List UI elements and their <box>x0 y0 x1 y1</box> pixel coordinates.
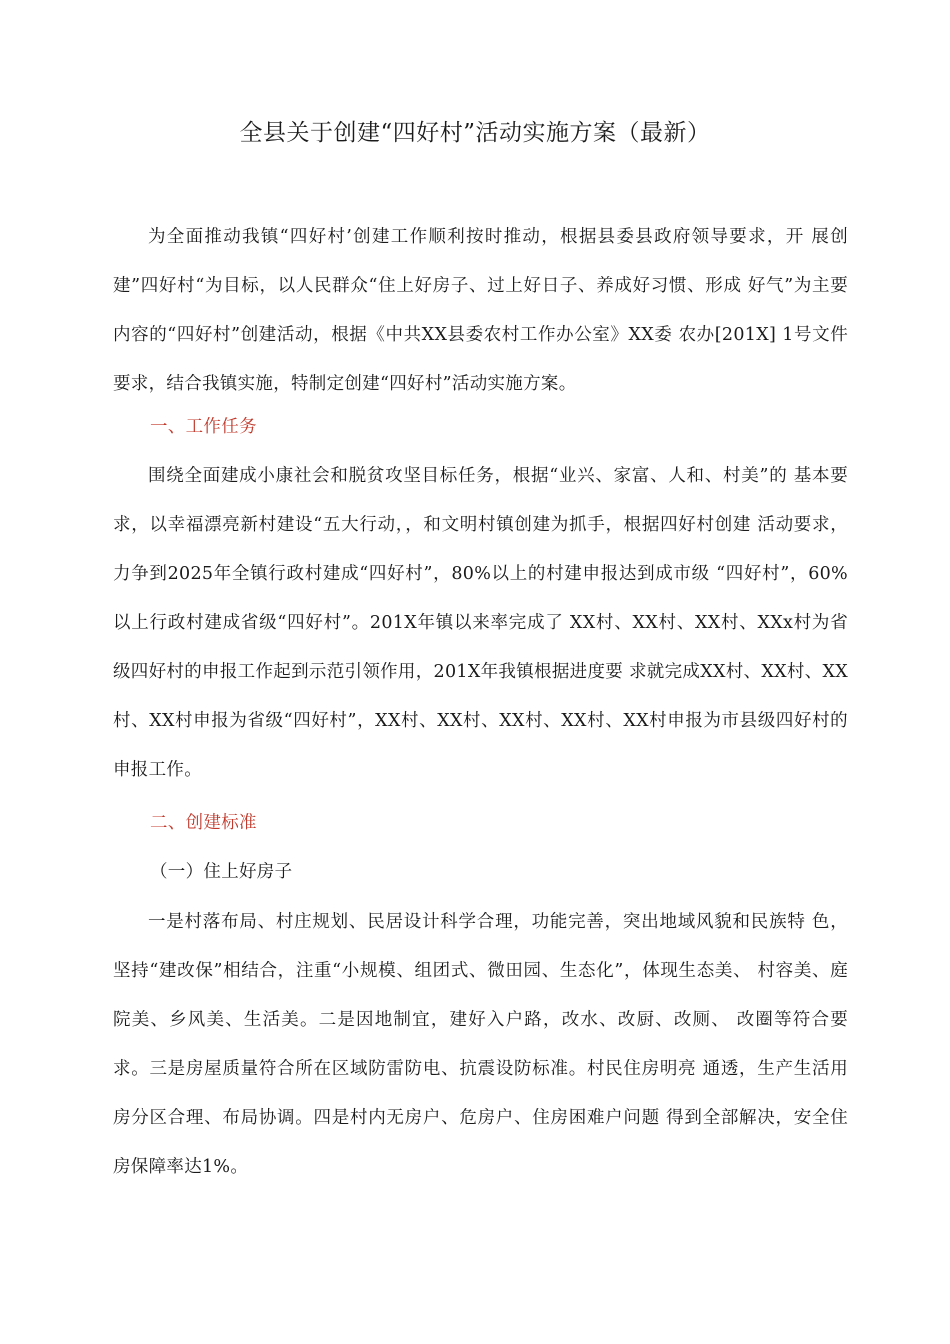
intro-block <box>113 213 848 409</box>
section-heading-work-tasks: 一、工作任务 <box>150 417 257 437</box>
section2-sub1-block <box>113 898 848 1192</box>
intro-paragraph: 为全面推动我镇“四好村’创建工作顺利按时推动，根据县委县政府领导要求，开 展创建”四好村“为目标，以人民群众“住上好房子、过上好日子、养成好习惯、形成 好气”为主要内容的“四好村”创建活动，根据《中共XX县委农村工作办公室》XX委 农办[201X] 1号文件要求，结合我镇实施，特制定创建“四好村”活动实施方案。 <box>113 227 848 394</box>
section1-block <box>113 452 848 795</box>
section-heading-standards: 二、创建标准 <box>150 813 257 833</box>
subheading-good-housing: （一）住上好房子 <box>150 862 293 882</box>
section1-paragraph: 围绕全面建成小康社会和脱贫攻坚目标任务，根据“业兴、家富、人和、村美”的 基本要求，以幸福漂亮新村建设“五大行动，，和文明村镇创建为抓手，根据四好村创建 活动要求，力争到2025年全镇行政村建成“四好村”，80%以上的村建申报达到成市级 “四好村”，60%以上行政村建成省级“四好村”。201X年镇以来率完成了 XX村、XX村、XX村、XXx村为省级四好村的申报工作起到示范引领作用，201X年我镇根据进度要 求就完成XX村、XX村、XX村、XX村申报为省级“四好村”，XX村、XX村、XX村、XX村、XX村申报为市县级四好村的申报工作。 <box>113 466 848 780</box>
document-title: 全县关于创建“四好村”活动实施方案（最新） <box>239 120 711 146</box>
section2-sub1-paragraph: 一是村落布局、村庄规划、民居设计科学合理，功能完善，突出地域风貌和民族特 色，坚持“建改保”相结合，注重“小规模、组团式、微田园、生态化”，体现生态美、 村容美、庭院美、乡风美、生活美。二是因地制宜，建好入户路，改水、改厨、改厕、 改圈等符合要求。三是房屋质量符合所在区域防雷防电、抗震设防标准。村民住房明亮 通透，生产生活用房分区合理、布局协调。四是村内无房户、危房户、住房困难户问题 得到全部解决，安全住房保障率达1%。 <box>113 912 848 1177</box>
